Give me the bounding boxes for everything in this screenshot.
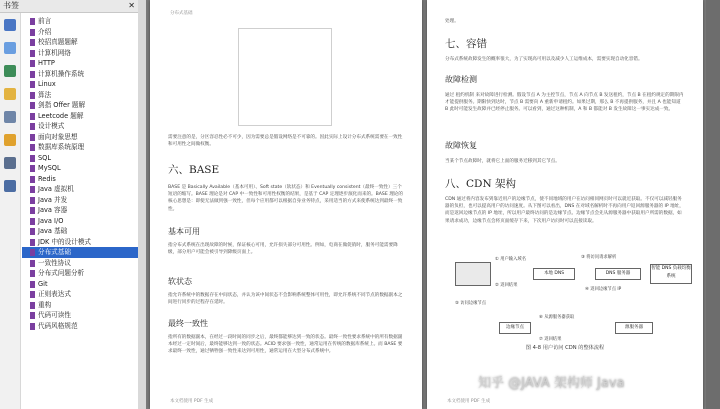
bookmark-label: Redis	[38, 174, 56, 183]
bookmark-item[interactable]	[22, 268, 138, 279]
bookmarks-panel	[0, 0, 139, 409]
close-icon[interactable]: ✕	[128, 1, 135, 10]
paragraph: 指所有的数据副本，在经过一段时间的同步之后，最终都能够达到一致的状态。最终一致性要求系统中的所有数据副本经过一定时间后，最终能够达到一致的状态。ACID 要求强一致性，通常运用在传统的数据库系统上。而 BASE 要求最终一致性，通过牺牲强一致性来达到可用性，通常运用在大型分布式系统中。	[168, 335, 403, 355]
lock-icon[interactable]	[4, 134, 16, 146]
bookmark-label: 剑指 Offer 题解	[38, 101, 86, 109]
bookmark-label: Java 并发	[38, 195, 68, 204]
bookmark-item[interactable]	[22, 226, 138, 237]
diagram-label: ③ 将访问请求解析	[581, 255, 617, 260]
bookmark-item[interactable]	[22, 48, 138, 59]
bookmark-label: Java I/O	[38, 216, 64, 225]
bookmark-icon	[30, 218, 35, 225]
figure-placeholder	[238, 28, 332, 126]
bookmark-item[interactable]	[22, 58, 138, 69]
paragraph: 处理。	[445, 19, 459, 24]
page-thumbnail-icon[interactable]	[4, 19, 16, 31]
bookmark-label: 面向对象思想	[38, 132, 78, 141]
pdf-page-right	[427, 0, 703, 409]
bookmark-item[interactable]	[22, 279, 138, 290]
bookmark-icon	[30, 207, 35, 214]
bookmark-icon	[30, 60, 35, 67]
bookmark-icon	[30, 102, 35, 109]
bookmarks-header	[0, 0, 138, 13]
annotation-icon[interactable]	[4, 88, 16, 100]
paragraph: 分布式系统故障发生的概率很大，为了实现高可用以及减少人工运维成本，需要实现自动化容错。	[445, 57, 643, 62]
diagram-node: 源服务器	[615, 322, 653, 334]
bookmark-icon	[30, 197, 35, 204]
paragraph: 指允许系统中的数据存在中间状态，并认为该中间状态不会影响系统整体可用性，即允许系统不同节点的数据副本之间进行同步的过程存在延时。	[168, 293, 403, 306]
bookmark-icon	[30, 176, 35, 183]
section-heading: 六、BASE	[168, 164, 220, 176]
bookmark-icon	[30, 71, 35, 78]
bookmark-list	[22, 16, 138, 331]
bookmark-label: Leetcode 题解	[38, 111, 84, 120]
section-heading: 七、容错	[445, 38, 487, 50]
paragraph: 通过 租约机制 来对故障进行检测。假设节点 A 为主控节点，节点 A 向节点 B 发送租约，节点 B 在租约规定的期限内才能提供服务。期限快到达时，节点 B 需要向 A 重新申请租约。如果过期，那么 B 不再提供服务，并且 A 也能知道 B 此时可能发生故障并已经停止服务。可以看到，通过这种机制，A 和 B 都能对 B 发生故障这一事实达成一致。	[445, 93, 684, 113]
paragraph: CDN 通过将内容发布到靠近用户的边缘节点，使不同地域的用户在访问相同网页时可以就近获取。不仅可以减轻服务器的负担，也可以提高用户的访问速度。从下图可以看出，DNS 在对域名解析时不再向用户返回源服务器的 IP 地址，而是返回边缘节点的 IP 地址，所以用户最终访问的是边缘节点。边缘节点会先从源服务器中获取用户所需的数据，如果请求成功，边缘节点会将页面缓存下来，下次用户访问时可以直接读取。	[445, 197, 684, 224]
bookmark-icon	[30, 186, 35, 193]
subsection-heading: 故障恢复	[445, 141, 477, 150]
bookmark-label: SQL	[38, 153, 52, 162]
layers-icon[interactable]	[4, 65, 16, 77]
bookmark-icon	[30, 270, 35, 277]
signature-icon[interactable]	[4, 157, 16, 169]
bookmark-icon	[30, 134, 35, 141]
bookmark-label: Java 基础	[38, 227, 68, 235]
attachment-icon[interactable]	[4, 111, 16, 123]
bookmark-label: Java 虚拟机	[38, 185, 74, 193]
bookmark-icon	[30, 113, 35, 120]
bookmark-label: 分布式问题分析	[38, 269, 85, 277]
bookmark-icon	[30, 239, 35, 246]
bookmark-label: 一致性协议	[38, 258, 71, 267]
bookmark-icon	[30, 323, 35, 330]
bookmark-item[interactable]	[22, 27, 138, 38]
bookmark-item[interactable]	[22, 321, 138, 332]
pdf-page-left	[150, 0, 422, 409]
page-footer: 本文档使用 PDF 生成	[170, 399, 214, 404]
bookmark-icon[interactable]	[4, 42, 16, 54]
paragraph: 需要注意的是，分区容忍性必不可少，因为需要总是假设网络是不可靠的。因此实际上设计分布式系统需要在一致性和可用性之间做权衡。	[168, 135, 403, 148]
bookmark-icon	[30, 302, 35, 309]
bookmark-label: 校招真题题解	[38, 38, 78, 46]
bookmarks-title: 书签	[3, 1, 19, 10]
bookmark-icon	[30, 165, 35, 172]
bookmark-label: MySQL	[38, 164, 61, 172]
bookmark-item[interactable]	[22, 111, 138, 122]
bookmark-item[interactable]	[22, 216, 138, 227]
bookmark-icon	[30, 260, 35, 267]
bookmark-label: Java 容器	[38, 206, 68, 214]
bookmark-icon	[30, 312, 35, 319]
subsection-heading: 软状态	[168, 277, 192, 286]
bookmark-label: 计算机网络	[38, 48, 71, 57]
bookmark-item[interactable]	[22, 174, 138, 185]
bookmark-icon	[30, 29, 35, 36]
paragraph: 当某个节点故障时，就将它上面的服务迁移到其它节点。	[445, 159, 560, 164]
bookmark-icon	[30, 81, 35, 88]
bookmark-item[interactable]	[22, 100, 138, 111]
bookmark-item[interactable]	[22, 16, 138, 27]
diagram-label: ⑤ 访问边缘节点	[455, 301, 486, 306]
bookmark-item[interactable]	[22, 184, 138, 195]
bookmark-item[interactable]	[22, 258, 138, 269]
diagram-label: ⑥ 从源服务器获取	[539, 315, 575, 320]
bookmark-icon	[30, 144, 35, 151]
bookmark-icon	[30, 291, 35, 298]
bookmark-label: Git	[38, 279, 48, 288]
bookmark-label: 算法	[38, 90, 52, 99]
bookmark-label: 代码风格规范	[38, 321, 78, 330]
diagram-node: 智能 DNS 负载均衡系统	[650, 264, 692, 284]
bookmark-label: JDK 中的设计模式	[38, 237, 92, 246]
bookmark-item[interactable]	[22, 132, 138, 143]
bookmark-label: HTTP	[38, 59, 55, 67]
page-footer: 本文档使用 PDF 生成	[447, 399, 491, 404]
bookmark-item[interactable]	[22, 237, 138, 248]
bookmark-label: 前言	[38, 17, 52, 25]
bookmark-item[interactable]	[22, 90, 138, 101]
bookmark-icon	[30, 249, 35, 256]
diagram-node: 本地 DNS	[533, 268, 575, 280]
bookmark-icon	[30, 92, 35, 99]
bookmark-icon	[30, 39, 35, 46]
bookmark-icon	[30, 18, 35, 25]
bookmark-item[interactable]	[22, 205, 138, 216]
bookmark-label: 介绍	[38, 27, 52, 36]
tools-icon[interactable]	[4, 180, 16, 192]
bookmark-item[interactable]	[22, 69, 138, 80]
watermark: 知乎 @JAVA 架构师 Java	[478, 376, 625, 391]
section-heading: 八、CDN 架构	[445, 178, 516, 190]
page-header: 分布式基础	[170, 11, 193, 16]
diagram-node: DNS 服务器	[595, 268, 641, 280]
subsection-heading: 故障检测	[445, 75, 477, 84]
bookmark-label: 设计模式	[38, 122, 65, 130]
bookmark-label: Linux	[38, 80, 56, 88]
bookmark-item[interactable]	[22, 142, 138, 153]
bookmark-label: 计算机操作系统	[38, 69, 85, 78]
bookmark-label: 数据库系统原理	[38, 143, 85, 151]
bookmark-item[interactable]	[22, 300, 138, 311]
diagram-label: ① 用户输入域名	[495, 257, 526, 262]
bookmark-icon	[30, 155, 35, 162]
bookmark-item[interactable]	[22, 247, 138, 258]
viewer-scrollbar[interactable]	[706, 0, 720, 409]
bookmark-label: 代码可读性	[38, 311, 71, 319]
paragraph: 指分布式系统在出现故障的时候，保证核心可用，允许损失部分可用性。例如，电商在做促销时，服务可能需要降级，部分用户可能会被引导到降级页面上。	[168, 243, 398, 256]
diagram-label: ④ 返回边缘节点 IP	[585, 287, 622, 292]
bookmark-label: 正则表达式	[38, 290, 71, 298]
bookmark-icon	[30, 228, 35, 235]
diagram-label: ⑦ 返回结果	[539, 337, 562, 342]
bookmark-icon	[30, 281, 35, 288]
diagram-label: ② 返回结果	[495, 283, 518, 288]
subsection-heading: 最终一致性	[168, 319, 208, 328]
bookmark-item[interactable]	[22, 153, 138, 164]
bookmark-item[interactable]	[22, 310, 138, 321]
diagram-node: 边缘节点	[499, 322, 531, 334]
cdn-diagram	[455, 250, 695, 358]
bookmark-item[interactable]	[22, 37, 138, 48]
bookmark-label: 分布式基础	[38, 248, 71, 256]
figure-caption: 图 4-8 用户访问 CDN 的整体流程	[525, 345, 605, 351]
subsection-heading: 基本可用	[168, 227, 200, 236]
bookmark-icon	[30, 50, 35, 57]
bookmark-item[interactable]	[22, 163, 138, 174]
bookmark-item[interactable]	[22, 289, 138, 300]
tool-rail	[0, 13, 21, 409]
user-computer-icon	[455, 262, 491, 286]
bookmark-item[interactable]	[22, 121, 138, 132]
bookmark-item[interactable]	[22, 195, 138, 206]
sidebar-splitter[interactable]	[138, 0, 146, 409]
bookmark-item[interactable]	[22, 79, 138, 90]
bookmark-icon	[30, 123, 35, 130]
bookmark-label: 重构	[38, 300, 52, 309]
paragraph: BASE 是 Basically Available（基本可用）、Soft state（软状态）和 Eventually consistent（最终一致性）三个短语的缩写。BASE 理论是对 CAP 中一致性和可用性权衡的结果，是基于 CAP 定理逐步演化而来的。BASE 理论的核心思想是：即使无法做到强一致性，但每个应用都可以根据自身业务特点，采用适当的方式来使系统达到最终一致性。	[168, 185, 403, 212]
